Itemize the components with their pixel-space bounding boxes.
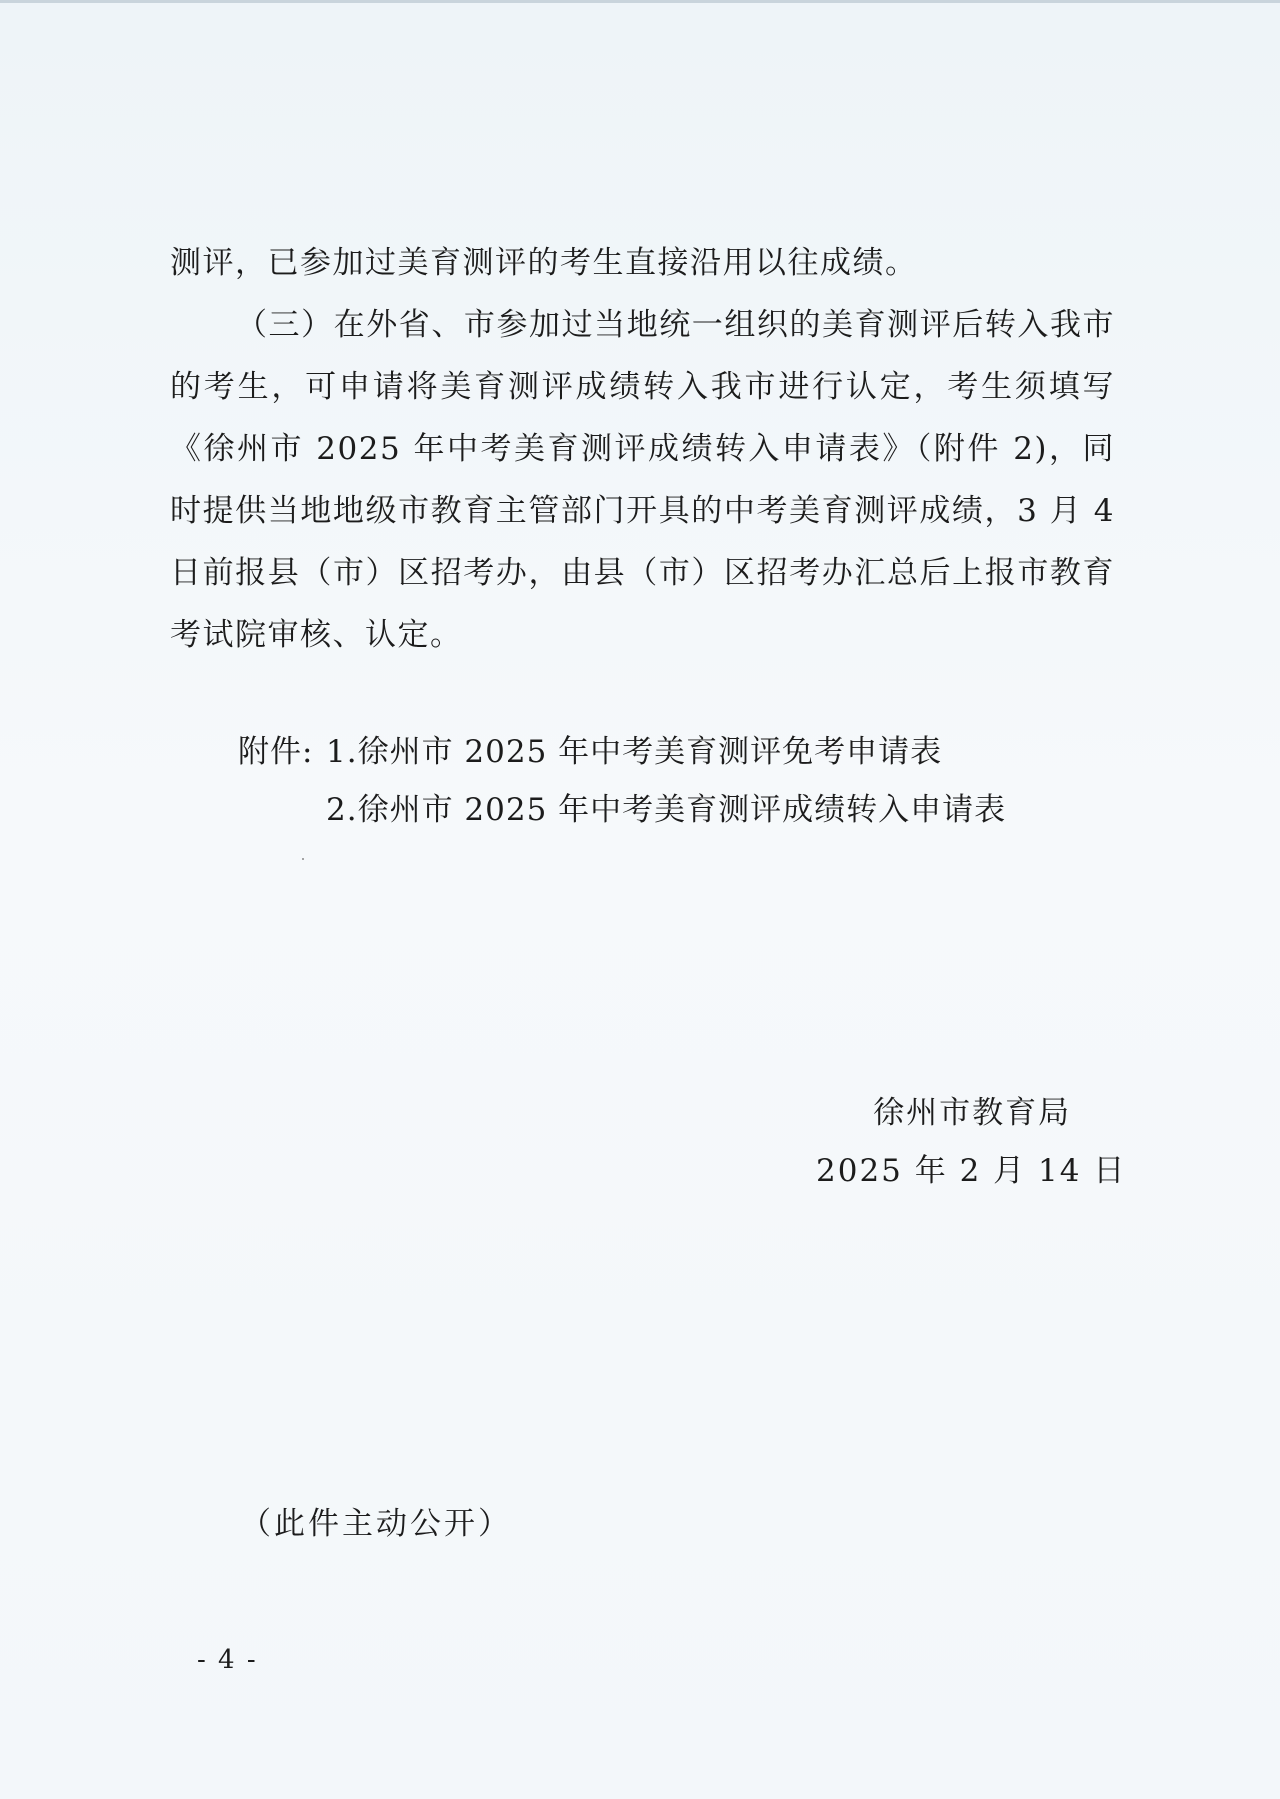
issuer-name: 徐州市教育局 [873, 1095, 1072, 1131]
attachment-item-2-text: 2.徐州市 2025 年中考美育测评成绩转入申请表 [326, 792, 1007, 828]
issue-date: 2025 年 2 月 14 日 [816, 1153, 1127, 1189]
document-body [170, 232, 1115, 666]
attachment-item-1 [238, 723, 1006, 781]
attachment-item-2 [238, 781, 1006, 839]
attachments-section [238, 723, 1006, 839]
continued-paragraph: 测评，已参加过美育测评的考生直接沿用以往成绩。 [170, 245, 918, 281]
disclosure-note: （此件主动公开） [240, 1506, 512, 1542]
scan-top-edge [0, 0, 1280, 3]
page-number: - 4 - [197, 1645, 258, 1675]
attachments-label: 附件: [238, 734, 314, 770]
signature-block [818, 1084, 1126, 1200]
scan-speck [302, 858, 304, 860]
attachment-item-1-text: 1.徐州市 2025 年中考美育测评免考申请表 [326, 734, 943, 770]
paragraph-three: （三）在外省、市参加过当地统一组织的美育测评后转入我市的考生，可申请将美育测评成绩转入我市进行认定，考生须填写《徐州市 2025 年中考美育测评成绩转入申请表》（附件 2)，同时提供当地地级市教育主管部门开具的中考美育测评成绩，3 月 4 日前报县（市）区招考办，由县（市）区招考办汇总后上报市教育考试院审核、认定。 [170, 307, 1115, 653]
